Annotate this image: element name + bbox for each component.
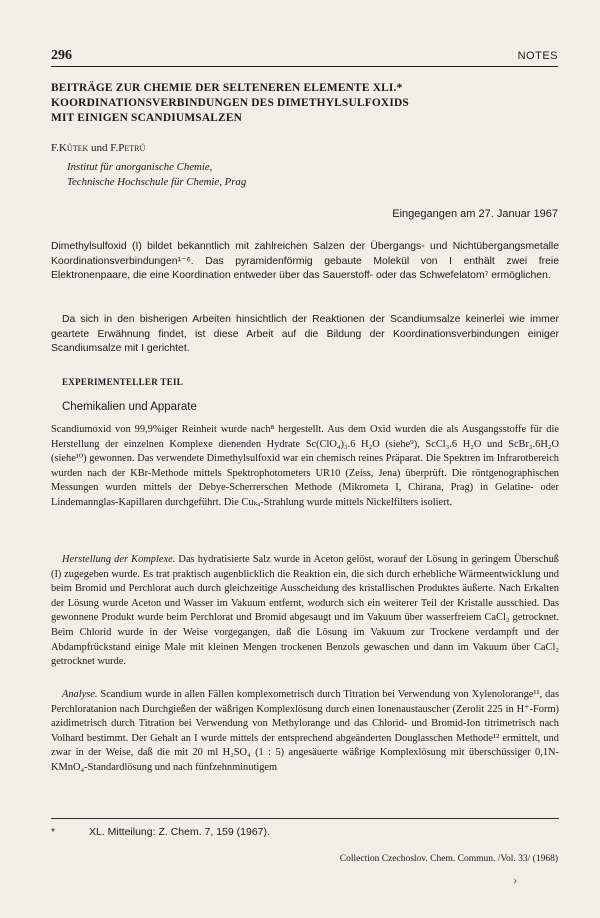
running-header [51,48,558,66]
footnote-text: XL. Mitteilung: Z. Chem. 7, 159 (1967). [89,826,270,838]
section-name: NOTES [517,50,558,62]
journal-citation: Collection Czechoslov. Chem. Commun. /Vol. 33/ (1968) [339,854,558,864]
paragraph-lead: Herstellung der Komplexe. [62,554,176,565]
received-date: Eingegangen am 27. Januar 1967 [392,208,558,220]
paragraph-lead: Analyse. [62,689,98,700]
author-name: F.Kůtek [51,142,89,154]
title-line: BEITRÄGE ZUR CHEMIE DER SELTENEREN ELEMENTE XLI.* [51,82,403,94]
affiliation [67,160,246,190]
subsection-heading: Chemikalien und Apparate [62,401,197,413]
paragraph-text: Scandium wurde in allen Fällen komplexometrisch durch Titration bei Verwendung von Xylenolorange¹¹, das Perchloratanion nach Durchgießen der wäßrigen Komplexlösung durch einen Ionenaustauscher (Zerolit 225 in H⁺-Form) azidimetrisch durch Titration bei Verwendung von Methylorange und das Chlorid- und Bromid-Ion titrimetrisch nach Volhard bestimmt. Der Gehalt an I wurde mittels der entsprechend abgeänderten Douglasschen Methode¹² ermittelt, und zwar in der Weise, daß die mit 20 ml H₂SO₄ (1 : 5) angesäuerte wäßrige Komplexlösung mit überschüssiger 0,1N-KMnO₄-Standardlösung und nach fünfzehnminutigem [51,689,559,773]
title-line: MIT EINIGEN SCANDIUMSALZEN [51,112,243,124]
affiliation-line: Institut für anorganische Chemie, [67,161,213,173]
body-paragraph-analysis [51,688,559,776]
body-paragraph-preparation [51,553,559,670]
paragraph-text: Das hydratisierte Salz wurde in Aceton gelöst, worauf der Lösung in geringem Überschuß (I) zugegeben wurde. Es trat praktisch augenblicklich die Reaktion ein, die sich durch erhebliche Wärmeentwicklung und beim Bromid und Perchlorat auch durch gleichzeitige Ausscheidung des kristallischen Produktes äußerte. Nach Erkalten der Lösung wurde Aceton und Wasser im Vakuum entfernt, wodurch sich ein weiterer Teil der Kristalle ausschied. Das gewonnene Produkt wurde beim Perchlorat und Bromid abgesaugt und im Vakuum über wasserfreiem CaCl₂ getrocknet. Beim Chlorid wurde in der Weise vorgegangen, daß die Lösung im Vakuum zur Trockene verdampft und der Abdampfrückstand einige Male mit kleinen Mengen trockenen Benzols gewaschen und dann im Vakuum über CaCl₂ getrocknet wurde. [51,554,559,668]
affiliation-line: Technische Hochschule für Chemie, Prag [67,176,247,188]
stray-mark: › [513,872,518,887]
intro-paragraph-2: Da sich in den bisherigen Arbeiten hinsichtlich der Reaktionen der Scandiumsalze keinerlei wie immer geartete Erwähnung findet, ist diese Arbeit auf die Bildung der Koordinationsverbindungen einiger Scandiumsalze mit I gerichtet. [51,314,559,355]
footnote-marker: * [51,826,56,838]
title-line: KOORDINATIONSVERBINDUNGEN DES DIMETHYLSULFOXIDS [51,97,409,109]
article-title [51,81,551,126]
header-rule [51,66,558,67]
section-heading: EXPERIMENTELLER TEIL [62,377,184,387]
footnote [51,826,270,838]
author-name: F.Petrů [110,142,146,154]
intro-paragraph-1: Dimethylsulfoxid (I) bildet bekanntlich mit zahlreichen Salzen der Übergangs- und Nichtübergangsmetalle Koordinationsverbindungen¹⁻⁶. Das pyramidenförmig gebaute Molekül von I enthält zwei freie Elektronenpaare, die eine Koordination entweder über das Sauerstoff- oder das Schwefelatom⁷ ermöglichen. [51,241,559,282]
footnote-rule [51,818,559,819]
authors [51,142,145,154]
body-paragraph-materials: Scandiumoxid von 99,9%iger Reinheit wurde nach⁸ hergestellt. Aus dem Oxid wurden die als Ausgangsstoffe für die Herstellung der einzelnen Komplexe dienenden Hydrate Sc(ClO₄)₃.6 H₂O (siehe⁹), ScCl₃.6 H₂O und ScBr₃.6H₂O (siehe¹⁰) gewonnen. Das verwendete Dimethylsulfoxid war ein chemisch reines Präparat. Die Spektren im Infrarotbereich wurden nach der KBr-Methode mittels Spektrophotometers UR10 (Zeiss, Jena) überprüft. Die röntgenographischen Messungen wurden mittels der Debye-Scherrerschen Methode (Mikrometa I, Chirana, Prag) in Gelatine- oder Lindemannglas-Kapillaren durchgeführt. Die Cuₖₐ-Strahlung wurde mittels Nickelfilters isoliert. [51,424,559,508]
author-conjunction: und [91,142,108,154]
page-number: 296 [51,48,72,63]
